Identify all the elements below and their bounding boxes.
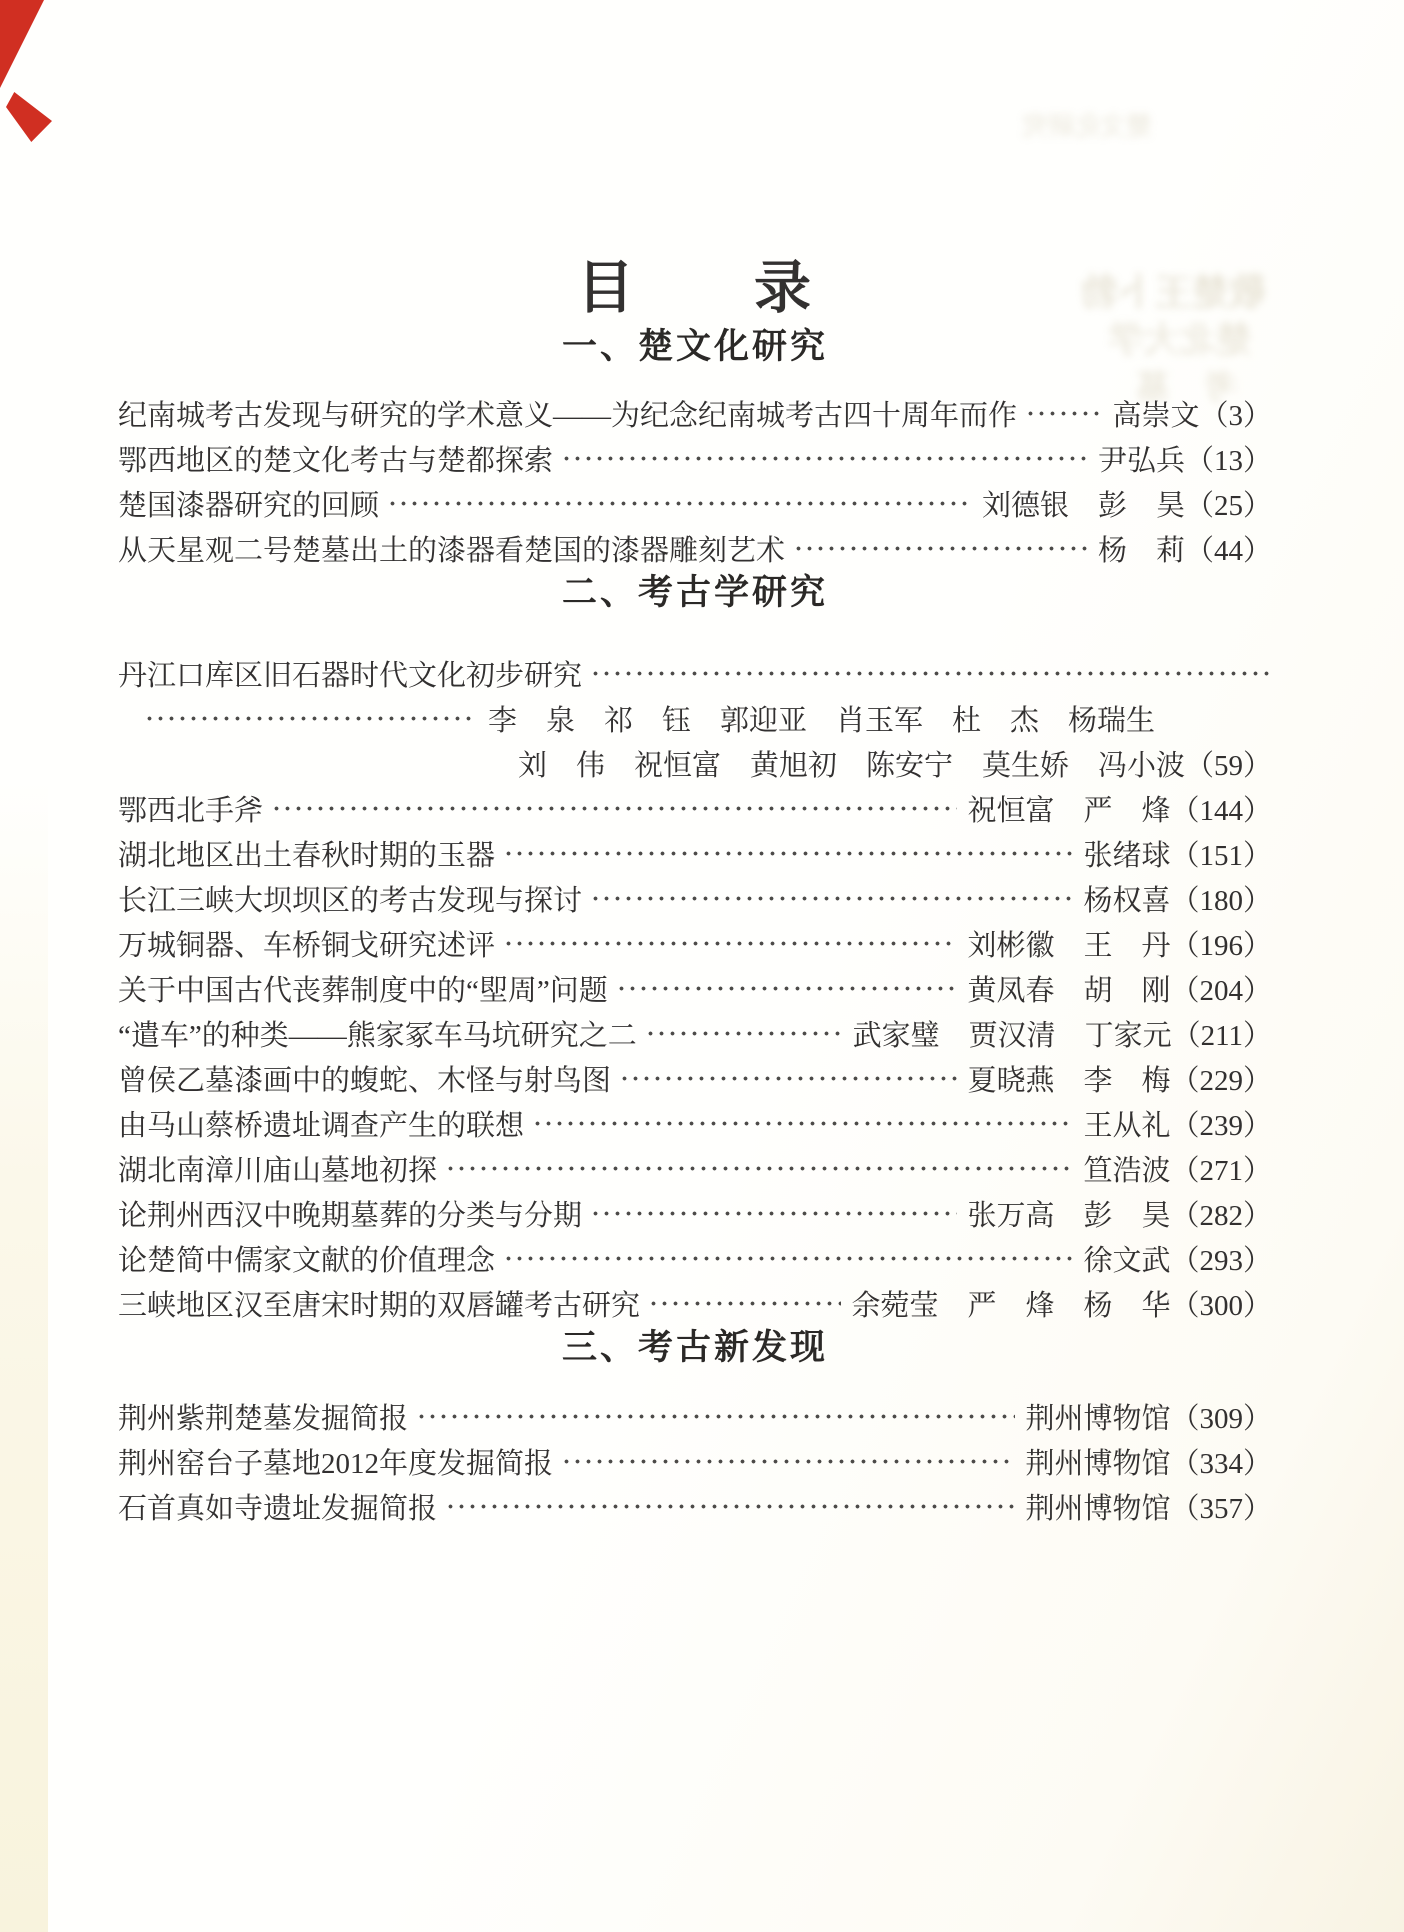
dot-leader bbox=[590, 876, 1073, 921]
entry-authors-page: 荆州博物馆（334） bbox=[1025, 1448, 1272, 1480]
entry-title: 丹江口库区旧石器时代文化初步研究 bbox=[118, 660, 583, 692]
entry-authors-page: 祝恒富 严 烽（144） bbox=[967, 795, 1272, 827]
dot-leader bbox=[271, 786, 957, 831]
toc-entry bbox=[118, 1191, 1272, 1236]
toc-entry-authors-row bbox=[118, 696, 1272, 741]
entry-authors: 李 泉 祁 钰 郭迎亚 肖玉军 杜 杰 杨瑞生 bbox=[488, 705, 1156, 737]
dot-leader bbox=[619, 1056, 957, 1101]
entry-title: 楚国漆器研究的回顾 bbox=[118, 490, 380, 522]
toc-entry bbox=[118, 831, 1272, 876]
dot-leader bbox=[503, 831, 1073, 876]
entry-authors-page: 尹弘兵（13） bbox=[1097, 445, 1272, 477]
entry-title: 鄂西地区的楚文化考古与楚都探索 bbox=[118, 445, 554, 477]
toc-entry bbox=[118, 391, 1272, 436]
entry-authors-page: 王从礼（239） bbox=[1083, 1110, 1272, 1142]
section-heading-1: 一、楚文化研究 bbox=[561, 327, 828, 366]
entry-title: 由马山蔡桥遗址调查产生的联想 bbox=[118, 1110, 525, 1142]
toc-entry bbox=[118, 1236, 1272, 1281]
page-edge-shading bbox=[0, 780, 48, 1932]
entry-authors-page: 张万高 彭 昊（282） bbox=[967, 1200, 1272, 1232]
entry-title: 关于中国古代丧葬制度中的“堲周”问题 bbox=[118, 975, 608, 1007]
dot-leader bbox=[144, 696, 474, 741]
dot-leader bbox=[645, 1011, 843, 1056]
toc-entry-authors-row bbox=[118, 741, 1272, 786]
section-3-entries bbox=[118, 1394, 1272, 1529]
bleed-through-ghost-text: 考 墓 bbox=[1136, 369, 1238, 407]
toc-content bbox=[118, 0, 1272, 1529]
entry-title: 石首真如寺遗址发掘简报 bbox=[118, 1493, 438, 1525]
dot-leader bbox=[445, 1484, 1015, 1529]
toc-entry bbox=[118, 921, 1272, 966]
toc-entry bbox=[118, 876, 1272, 921]
dot-leader bbox=[1025, 391, 1102, 436]
entry-authors-page: 荆州博物馆（309） bbox=[1025, 1403, 1272, 1435]
entry-title: 长江三峡大坝坝区的考古发现与探讨 bbox=[118, 885, 583, 917]
entry-title: 纪南城考古发现与研究的学术意义——为纪念纪南城考古四十周年而作 bbox=[118, 400, 1018, 432]
dot-leader bbox=[416, 1394, 1015, 1439]
entry-authors-page: 夏晓燕 李 梅（229） bbox=[967, 1065, 1272, 1097]
toc-entry bbox=[118, 1146, 1272, 1191]
dot-leader bbox=[532, 1101, 1073, 1146]
entry-authors-page: 杨权喜（180） bbox=[1083, 885, 1272, 917]
entry-authors-page: 武家璧 贾汉清 丁家元（211） bbox=[852, 1020, 1272, 1052]
bleed-through-ghost-text: 楚文化研究 bbox=[1021, 111, 1152, 141]
entry-authors-page: 刘德银 彭 昊（25） bbox=[981, 490, 1272, 522]
entry-authors-page: 徐文武（293） bbox=[1083, 1245, 1272, 1277]
toc-entry bbox=[118, 966, 1272, 1011]
entry-authors-page: 黄凤春 胡 刚（204） bbox=[967, 975, 1272, 1007]
section-2-entries bbox=[118, 651, 1272, 1326]
section-1-entries bbox=[118, 391, 1272, 571]
red-corner-mark-2 bbox=[6, 92, 52, 142]
entry-title: 荆州紫荆楚墓发掘简报 bbox=[118, 1403, 409, 1435]
dot-leader bbox=[503, 921, 957, 966]
red-corner-mark bbox=[0, 0, 44, 88]
section-heading-3: 三、考古新发现 bbox=[561, 1328, 828, 1367]
page-title: 目 录 bbox=[577, 257, 813, 320]
entry-title: 湖北地区出土春秋时期的玉器 bbox=[118, 840, 496, 872]
section-heading-2: 二、考古学研究 bbox=[561, 573, 828, 612]
entry-title: 万城铜器、车桥铜戈研究述评 bbox=[118, 930, 496, 962]
dot-leader bbox=[561, 436, 1088, 481]
entry-authors-page: 刘彬徽 王 丹（196） bbox=[967, 930, 1272, 962]
entry-title: 论楚简中儒家文献的价值理念 bbox=[118, 1245, 496, 1277]
entry-title: 论荆州西汉中晚期墓葬的分类与分期 bbox=[118, 1200, 583, 1232]
toc-entry bbox=[118, 526, 1272, 571]
dot-leader bbox=[503, 1236, 1073, 1281]
dot-leader bbox=[445, 1146, 1073, 1191]
entry-authors-page: 荆州博物馆（357） bbox=[1025, 1493, 1272, 1525]
entry-authors-page: 高崇文（3） bbox=[1112, 400, 1272, 432]
entry-title: “遣车”的种类——熊家冢车马坑研究之二 bbox=[118, 1020, 637, 1052]
dot-leader bbox=[648, 1281, 841, 1326]
toc-entry bbox=[118, 786, 1272, 831]
toc-entry bbox=[118, 1056, 1272, 1101]
entry-title: 三峡地区汉至唐宋时期的双唇罐考古研究 bbox=[118, 1290, 641, 1322]
toc-entry bbox=[118, 651, 1272, 696]
dot-leader bbox=[616, 966, 958, 1011]
dot-leader bbox=[590, 651, 1272, 696]
bleed-through-ghost-text: 敬楚王卜勃 bbox=[1081, 272, 1266, 313]
toc-entry bbox=[118, 1484, 1272, 1529]
dot-leader bbox=[387, 481, 972, 526]
toc-entry bbox=[118, 1394, 1272, 1439]
toc-entry bbox=[118, 1101, 1272, 1146]
entry-title: 荆州窑台子墓地2012年度发掘简报 bbox=[118, 1448, 554, 1480]
toc-entry bbox=[118, 436, 1272, 481]
entry-authors-page: 余菀莹 严 烽 杨 华（300） bbox=[851, 1290, 1272, 1322]
entry-authors-page: 刘 伟 祝恒富 黄旭初 陈安宁 莫生娇 冯小波（59） bbox=[517, 750, 1272, 782]
toc-entry bbox=[118, 1439, 1272, 1484]
dot-leader bbox=[590, 1191, 957, 1236]
bleed-through-ghost-text: 楚北大学 bbox=[1107, 319, 1252, 360]
entry-authors-page: 笪浩波（271） bbox=[1083, 1155, 1272, 1187]
entry-title: 鄂西北手斧 bbox=[118, 795, 264, 827]
entry-title: 湖北南漳川庙山墓地初探 bbox=[118, 1155, 438, 1187]
toc-entry bbox=[118, 1281, 1272, 1326]
toc-entry bbox=[118, 1011, 1272, 1056]
entry-title: 曾侯乙墓漆画中的蝮蛇、木怪与射鸟图 bbox=[118, 1065, 612, 1097]
dot-leader bbox=[561, 1439, 1015, 1484]
toc-entry bbox=[118, 481, 1272, 526]
dot-leader bbox=[793, 526, 1088, 571]
entry-authors-page: 杨 莉（44） bbox=[1097, 535, 1272, 567]
entry-authors-page: 张绪球（151） bbox=[1083, 840, 1272, 872]
entry-title: 从天星观二号楚墓出土的漆器看楚国的漆器雕刻艺术 bbox=[118, 535, 786, 567]
